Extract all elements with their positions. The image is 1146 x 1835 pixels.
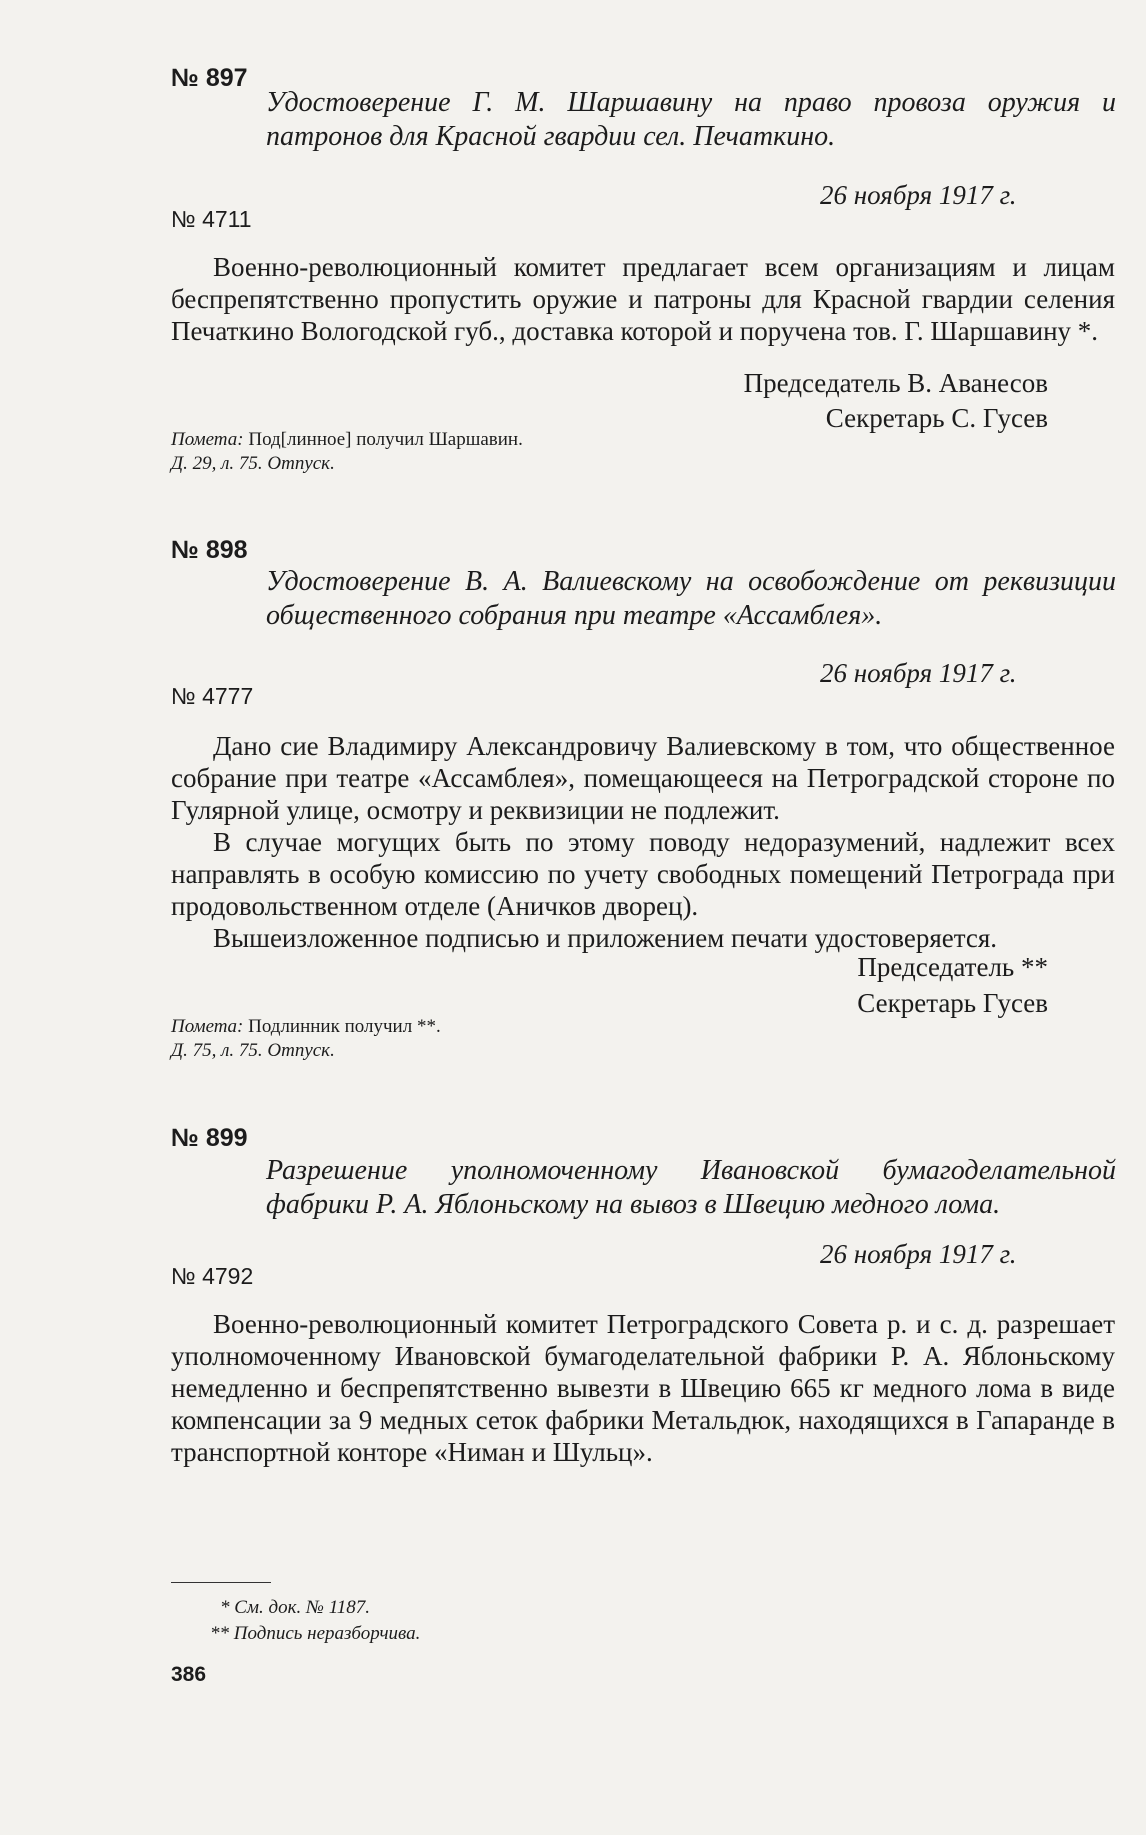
doc-897-note-text: Под[линное] получил Шаршавин. — [248, 429, 523, 450]
doc-897-note — [171, 428, 523, 451]
doc-899-date: 26 ноября 1917 г. — [820, 1239, 1017, 1269]
doc-897-body-text: Военно-революционный комитет предлагает всем организациям и лицам беспрепятственно пропустить оружие и патроны для Красной гвардии селения Печаткино Вологодской губ., доставка которой и поручена тов. Г. Шаршавину *. — [171, 252, 1115, 346]
doc-897-signature-secretary: Секретарь С. Гусев — [825, 403, 1048, 433]
doc-897-heading: Удостоверение Г. М. Шаршавину на право провоза оружия и патронов для Красной гвардии сел. Печаткино. — [266, 87, 1116, 152]
doc-898-heading: Удостоверение В. А. Валиевскому на освобождение от реквизиции общественного собрания при театре «Ассамблея». — [266, 566, 1116, 631]
doc-899-number: № 899 — [171, 1124, 248, 1152]
doc-898-sub-number: № 4777 — [171, 683, 254, 709]
doc-898-note-label: Пометa: — [171, 1016, 244, 1037]
doc-898-source: Д. 75, л. 75. Отпуск. — [171, 1040, 335, 1061]
doc-898-note-text: Подлинник получил **. — [248, 1016, 441, 1037]
doc-898-para-2: В случае могущих быть по этому поводу недоразумений, надлежит всех направлять в особую комиссию по учету свободных помещений Петрограда при продовольственном отделе (Аничков дворец). — [171, 827, 1115, 921]
doc-898-para-1: Дано сие Владимиру Александровичу Валиевскому в том, что общественное собрание при театре «Ассамблея», помещающееся на Петроградской стороне по Гулярной улице, осмотру и реквизиции не подлежит. — [171, 731, 1115, 825]
doc-898-signature-chair: Председатель ** — [857, 952, 1048, 982]
doc-897-signature-chair: Председатель В. Аванесов — [743, 368, 1048, 398]
doc-897-date: 26 ноября 1917 г. — [820, 180, 1017, 210]
doc-898-note — [171, 1015, 441, 1038]
page-number: 386 — [171, 1663, 207, 1686]
doc-898-number: № 898 — [171, 536, 248, 564]
doc-899-heading: Разрешение уполномоченному Ивановской бумагоделательной фабрики Р. А. Яблоньскому на вывоз в Швецию медного лома. — [266, 1155, 1116, 1220]
doc-897-sub-number: № 4711 — [171, 206, 252, 232]
footnote-1: * См. док. № 1187. — [220, 1597, 371, 1618]
doc-897-number: № 897 — [171, 64, 248, 92]
doc-898-para-3: Вышеизложенное подписью и приложением печати удостоверяется. — [213, 923, 998, 953]
doc-897-source: Д. 29, л. 75. Отпуск. — [171, 453, 335, 474]
doc-897-body — [171, 251, 1115, 347]
doc-897-note-label: Помета: — [171, 429, 244, 450]
doc-898-date: 26 ноября 1917 г. — [820, 658, 1017, 688]
doc-899-body — [171, 1308, 1115, 1468]
footnote-2: ** Подпись неразборчива. — [210, 1623, 421, 1644]
footnote-rule — [171, 1582, 271, 1583]
doc-898-signature-secretary: Секретарь Гусев — [857, 988, 1048, 1018]
doc-899-body-text: Военно-революционный комитет Петроградского Совета р. и с. д. разрешает уполномоченному Ивановской бумагоделательной фабрики Р. А. Яблоньскому немедленно и беспрепятственно вывезти в Швецию 665 кг медного лома в виде компенсации за 9 медных сеток фабрики Метальдюк, находящихся в Гапаранде в транспортной конторе «Ниман и Шульц». — [171, 1309, 1115, 1467]
doc-899-sub-number: № 4792 — [171, 1263, 254, 1289]
doc-898-body — [171, 730, 1115, 954]
